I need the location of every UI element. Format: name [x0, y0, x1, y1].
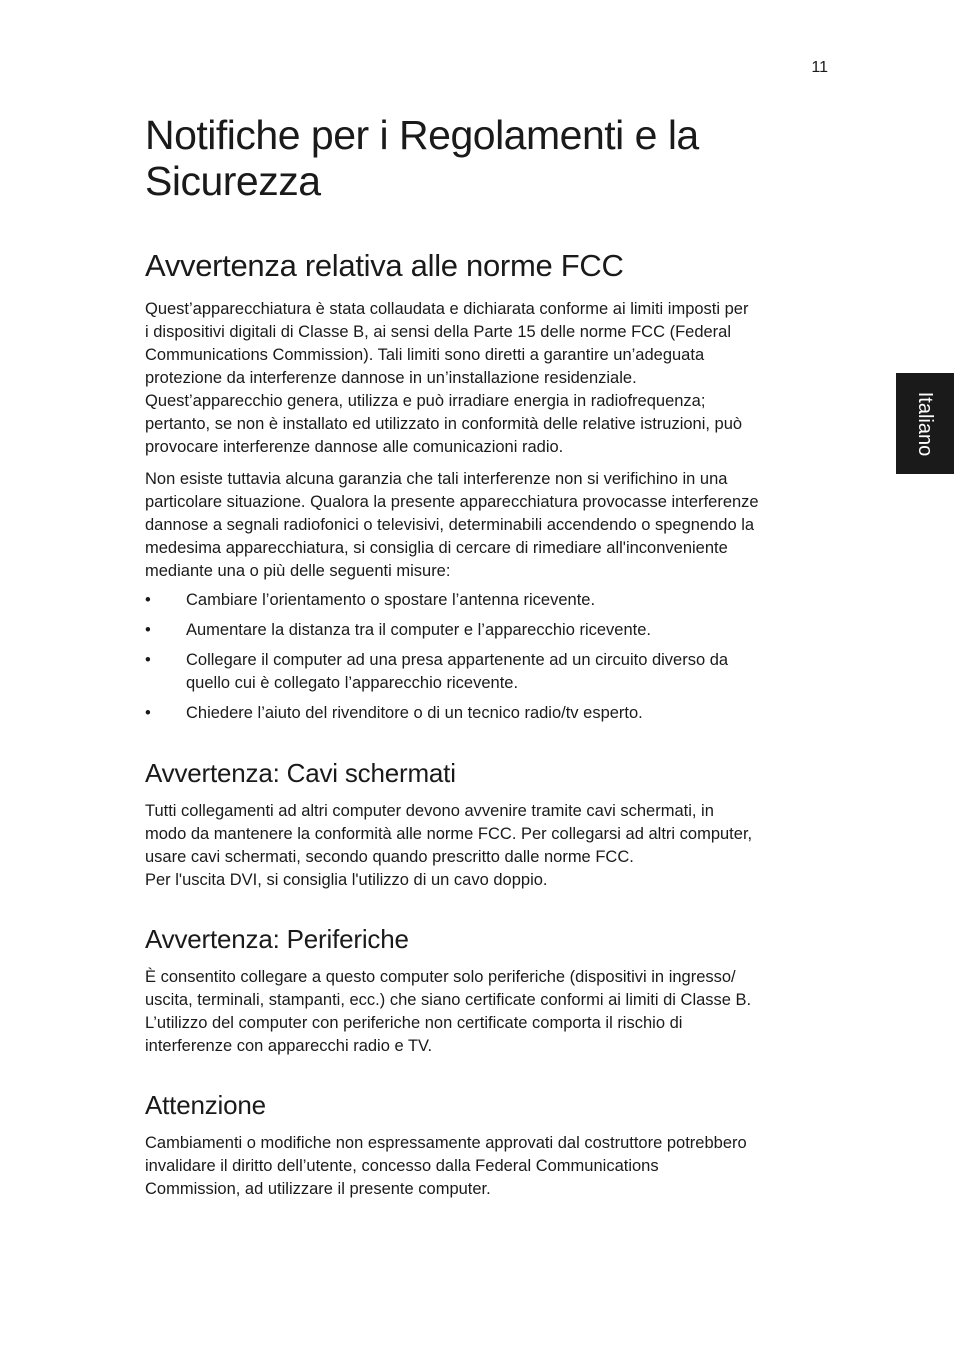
shielded-cables-paragraph	[145, 800, 835, 892]
peripherals-heading: Avvertenza: Periferiche	[145, 924, 409, 954]
peripherals-line: L’utilizzo del computer con periferiche non certificate comporta il rischio di	[145, 1014, 683, 1032]
page-title	[145, 112, 835, 204]
fcc-paragraph-1	[145, 298, 835, 459]
fcc-p1-line: Communications Commission). Tali limiti sono diretti a garantire un’adeguata	[145, 346, 705, 364]
bullet-symbol: •	[145, 651, 151, 669]
fcc-p2-line: mediante una o più delle seguenti misure:	[145, 562, 451, 580]
list-item-text: Chiedere l’aiuto del rivenditore o di un tecnico radio/tv esperto.	[186, 704, 643, 722]
fcc-p2-line: dannose a segnali radiofonici o televisivi, determinabili accendendo o spegnendo la	[145, 516, 755, 534]
fcc-p1-line: pertanto, se non è installato ed utilizzato in conformità delle relative istruzioni, può	[145, 415, 743, 433]
shielded-cables-line: usare cavi schermati, secondo quando prescritto dalle norme FCC.	[145, 848, 634, 866]
caution-line: Cambiamenti o modifiche non espressamente approvati dal costruttore potrebbero	[145, 1134, 747, 1152]
bullet-symbol: •	[145, 621, 151, 639]
bullet-symbol: •	[145, 704, 151, 722]
list-item	[145, 589, 835, 612]
caution-heading: Attenzione	[145, 1090, 266, 1120]
fcc-p2-line: Non esiste tuttavia alcuna garanzia che tali interferenze non si verifichino in una	[145, 470, 728, 488]
peripherals-line: uscita, terminali, stampanti, ecc.) che siano certificate conformi ai limiti di Classe B.	[145, 991, 752, 1009]
caution-line: invalidare il diritto dell’utente, concesso dalla Federal Communications	[145, 1157, 659, 1175]
peripherals-paragraph	[145, 966, 835, 1058]
fcc-p2-line: particolare situazione. Qualora la presente apparecchiatura provocasse interferenze	[145, 493, 759, 511]
list-item-text: Aumentare la distanza tra il computer e l’apparecchio ricevente.	[186, 621, 651, 639]
shielded-cables-line: Tutti collegamenti ad altri computer devono avvenire tramite cavi schermati, in	[145, 802, 714, 820]
fcc-p2-line: medesima apparecchiatura, si consiglia di cercare di rimediare all'inconveniente	[145, 539, 728, 557]
fcc-paragraph-2	[145, 468, 835, 583]
peripherals-line: interferenze con apparecchi radio e TV.	[145, 1037, 433, 1055]
list-item	[145, 702, 835, 725]
fcc-p1-line: Quest’apparecchiatura è stata collaudata e dichiarata conforme ai limiti imposti per	[145, 300, 749, 318]
page-title-line-2: Sicurezza	[145, 158, 321, 204]
language-tab	[896, 373, 954, 474]
peripherals-line: È consentito collegare a questo computer solo periferiche (dispositivi in ingresso/	[145, 968, 736, 986]
fcc-p1-line: provocare interferenze dannose alle comunicazioni radio.	[145, 438, 564, 456]
caution-line: Commission, ad utilizzare il presente computer.	[145, 1180, 491, 1198]
list-item-text: quello cui è collegato l’apparecchio ricevente.	[186, 674, 519, 692]
list-item-text: Cambiare l’orientamento o spostare l’antenna ricevente.	[186, 591, 596, 609]
list-item	[145, 619, 835, 642]
fcc-p1-line: protezione da interferenze dannose in un’installazione residenziale.	[145, 369, 637, 387]
fcc-measures-list	[145, 589, 835, 732]
shielded-cables-heading: Avvertenza: Cavi schermati	[145, 758, 456, 788]
fcc-heading: Avvertenza relativa alle norme FCC	[145, 248, 624, 283]
bullet-symbol: •	[145, 591, 151, 609]
list-item	[145, 649, 835, 695]
fcc-p1-line: Quest’apparecchio genera, utilizza e può irradiare energia in radiofrequenza;	[145, 392, 706, 410]
list-item-text: Collegare il computer ad una presa appartenente ad un circuito diverso da	[186, 651, 729, 669]
fcc-p1-line: i dispositivi digitali di Classe B, ai sensi della Parte 15 delle norme FCC (Federal	[145, 323, 732, 341]
page-number: 11	[811, 59, 828, 76]
page-title-line-1: Notifiche per i Regolamenti e la	[145, 112, 699, 158]
language-tab-label: Italiano	[914, 391, 936, 456]
shielded-cables-line: modo da mantenere la conformità alle norme FCC. Per collegarsi ad altri computer,	[145, 825, 753, 843]
caution-paragraph	[145, 1132, 835, 1201]
shielded-cables-line: Per l'uscita DVI, si consiglia l'utilizzo di un cavo doppio.	[145, 871, 548, 889]
